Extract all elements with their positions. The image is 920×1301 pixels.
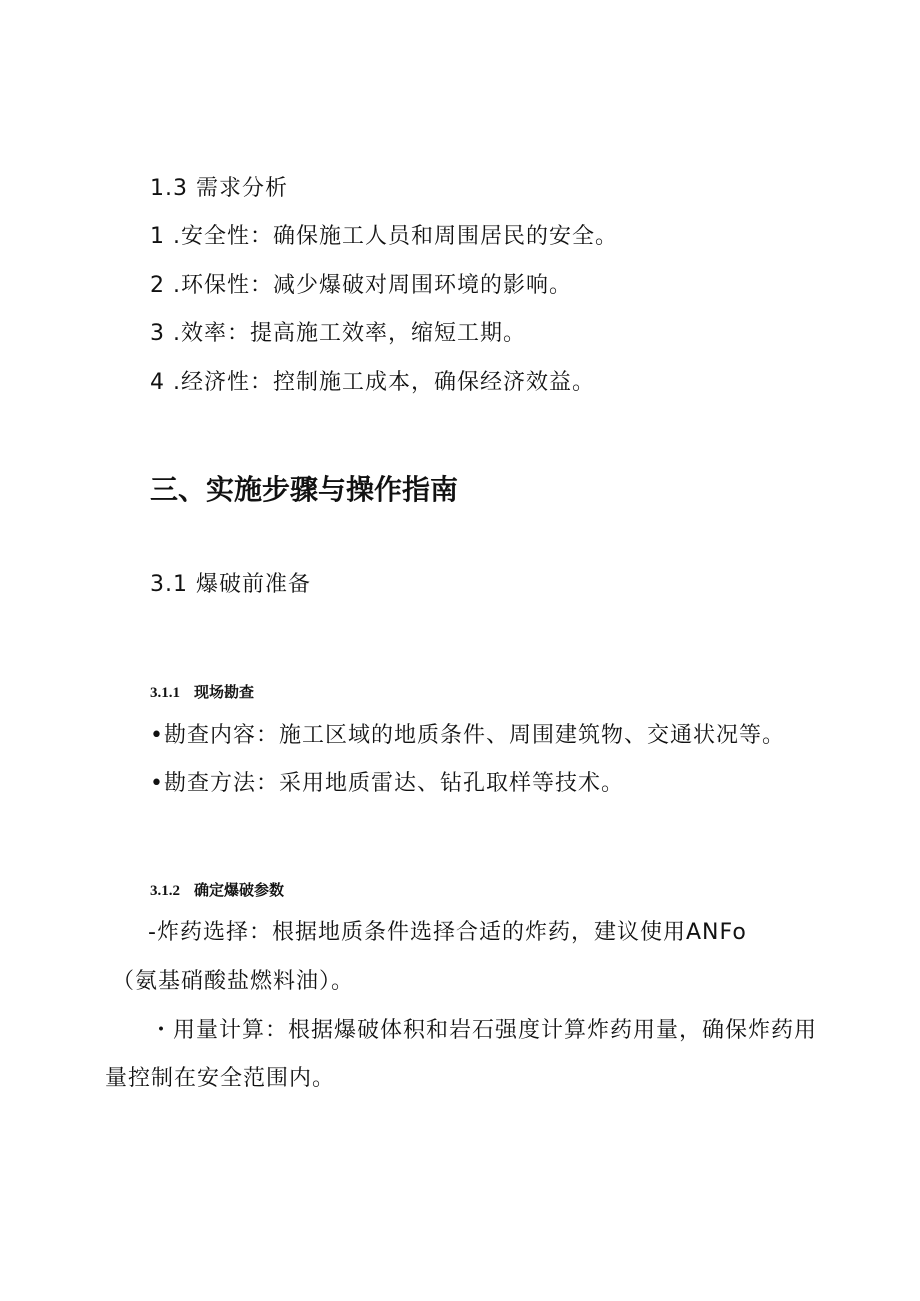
paragraph-line: ・用量计算：根据爆破体积和岩石强度计算炸药用量，确保炸药用 xyxy=(150,1018,818,1043)
section-number: 3.1.2 xyxy=(150,883,180,899)
section-number: 3.1.1 xyxy=(150,685,180,701)
section-3-heading: 三、实施步骤与操作指南 xyxy=(150,473,459,506)
section-1-3-heading: 1.3 需求分析 xyxy=(150,176,288,201)
section-title: 确定爆破参数 xyxy=(194,882,285,899)
paragraph-line: -炸药选择：根据地质条件选择合适的炸药，建议使用ANFo xyxy=(148,920,747,945)
paragraph-line: 量控制在安全范围内。 xyxy=(105,1066,336,1091)
list-item: 4 .经济性：控制施工成本，确保经济效益。 xyxy=(150,370,595,395)
section-title: 现场勘查 xyxy=(194,684,255,701)
paragraph-line: （氨基硝酸盐燃料油）。 xyxy=(112,969,355,994)
list-item: 3 .效率：提高施工效率，缩短工期。 xyxy=(150,321,526,346)
section-3-1-2-heading xyxy=(150,883,284,899)
list-item: 2 .环保性：减少爆破对周围环境的影响。 xyxy=(150,273,572,298)
list-item: •勘查内容：施工区域的地质条件、周围建筑物、交通状况等。 xyxy=(150,723,785,748)
list-item: 1 .安全性：确保施工人员和周围居民的安全。 xyxy=(150,224,618,249)
list-item: •勘查方法：采用地质雷达、钻孔取样等技术。 xyxy=(150,771,624,796)
section-3-1-1-heading xyxy=(150,685,254,701)
section-3-1-heading: 3.1 爆破前准备 xyxy=(150,572,311,597)
